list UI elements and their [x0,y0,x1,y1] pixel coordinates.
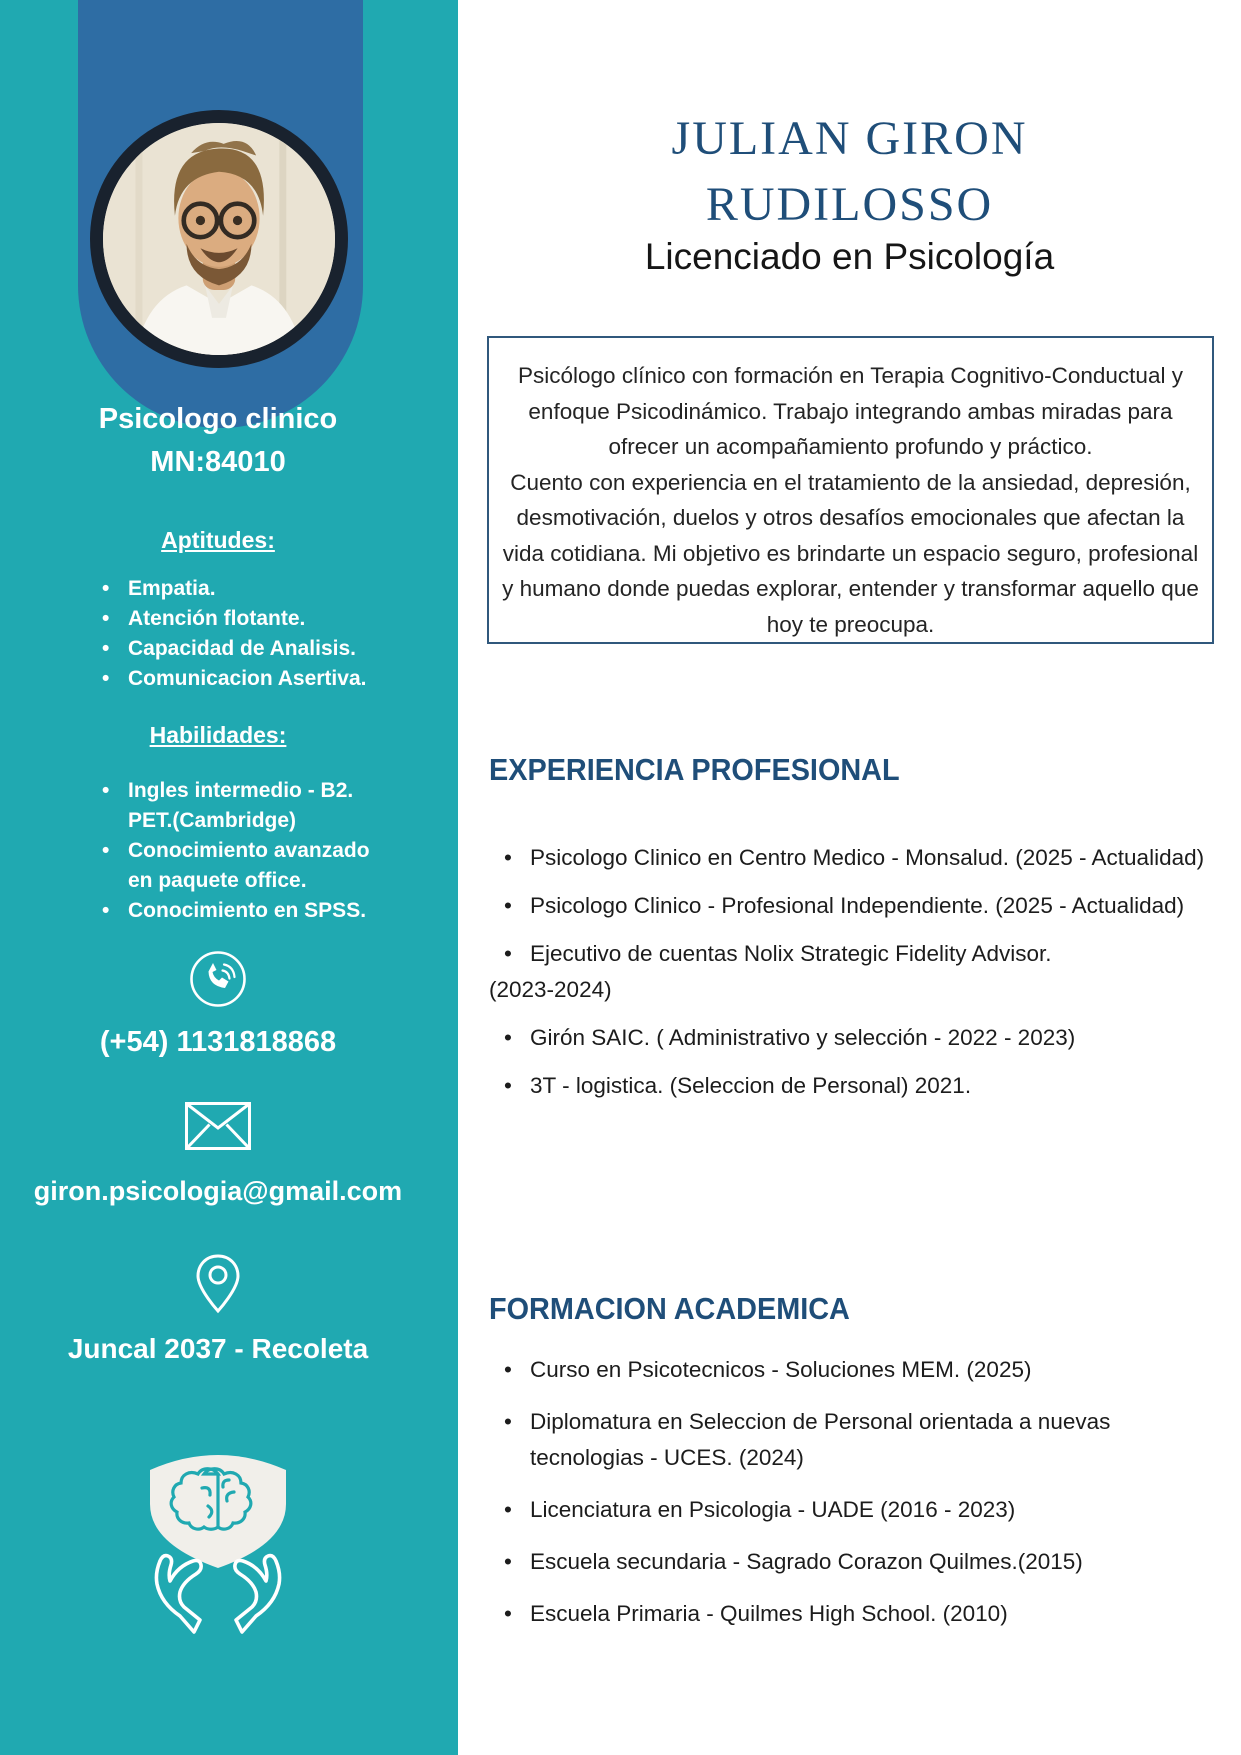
list-item: • Escuela secundaria - Sagrado Corazon Quilmes.(2015) [489,1544,1217,1580]
list-item: • Ejecutivo de cuentas Nolix Strategic Fidelity Advisor. (2023-2024) [489,936,1217,1008]
list-item: • Licenciatura en Psicologia - UADE (2016 - 2023) [489,1492,1217,1528]
phone-icon [0,950,436,1008]
aptitudes-list [102,574,394,694]
profile-summary-box [487,336,1214,644]
list-item: • Comunicacion Asertiva. [102,664,394,694]
sidebar [0,0,458,1755]
location-pin-icon [0,1253,436,1315]
email-address: giron.psicologia@gmail.com [33,1176,403,1206]
profile-paragraph-1: Psicólogo clínico con formación en Terapia Cognitivo-Conductual y enfoque Psicodinámico. Trabajo integrando ambas miradas para ofrecer un acompañamiento profundo y práctico. [518,363,1183,459]
role-line1: Psicologo clinico [98,403,338,435]
list-item: • 3T - logistica. (Seleccion de Personal) 2021. [489,1068,1217,1104]
phone-number: (+54) 1131818868 [99,1026,337,1058]
profile-paragraph-2: Cuento con experiencia en el tratamiento de la ansiedad, depresión, desmotivación, duelos y otros desafíos emocionales que afectan la vida cotidiana. Mi objetivo es brindarte un espacio seguro, profesional y humano donde puedas explorar, entender y transformar aquello que hoy te preocupa. [502,469,1199,637]
hanging-date-line: (2023-2024) [489,977,612,1002]
list-item: • Escuela Primaria - Quilmes High School. (2010) [489,1596,1217,1632]
name-line2: RUDILOSSO [705,178,994,231]
profile-photo-avatar-icon [103,123,335,355]
habilidades-list [102,776,394,926]
education-heading: FORMACION ACADEMICA [489,1291,850,1326]
role-title [0,398,436,484]
brain-shield-hands-icon [0,1438,436,1634]
list-item: • Atención flotante. [102,604,394,634]
list-item: • Curso en Psicotecnicos - Soluciones MEM. (2025) [489,1352,1217,1388]
name-line1: JULIAN GIRON [671,112,1028,165]
education-list [489,1352,1217,1648]
photo-header-shape [78,0,363,428]
envelope-icon [0,1102,436,1150]
address: Juncal 2037 - Recoleta [67,1333,369,1364]
experience-list [489,840,1217,1116]
degree-subtitle: Licenciado en Psicología [644,236,1055,277]
habilidades-heading: Habilidades: [149,722,287,748]
list-item: • Girón SAIC. ( Administrativo y selección - 2022 - 2023) [489,1020,1217,1056]
registration-number: MN:84010 [150,446,286,478]
experience-heading: EXPERIENCIA PROFESIONAL [489,752,900,787]
list-item: • Conocimiento en SPSS. [102,896,394,926]
list-item: • Diplomatura en Seleccion de Personal orientada a nuevas tecnologias - UCES. (2024) [489,1404,1217,1476]
list-item: • Psicologo Clinico - Profesional Independiente. (2025 - Actualidad) [489,888,1217,924]
list-item: • Conocimiento avanzado en paquete office. [102,836,394,896]
list-item: • Psicologo Clinico en Centro Medico - Monsalud. (2025 - Actualidad) [489,840,1217,876]
profile-photo [90,110,348,368]
list-item: • Empatia. [102,574,394,604]
list-item: • Capacidad de Analisis. [102,634,394,664]
name-title [458,106,1241,238]
list-item: • Ingles intermedio - B2. PET.(Cambridge) [102,776,394,836]
aptitudes-heading: Aptitudes: [161,527,275,553]
